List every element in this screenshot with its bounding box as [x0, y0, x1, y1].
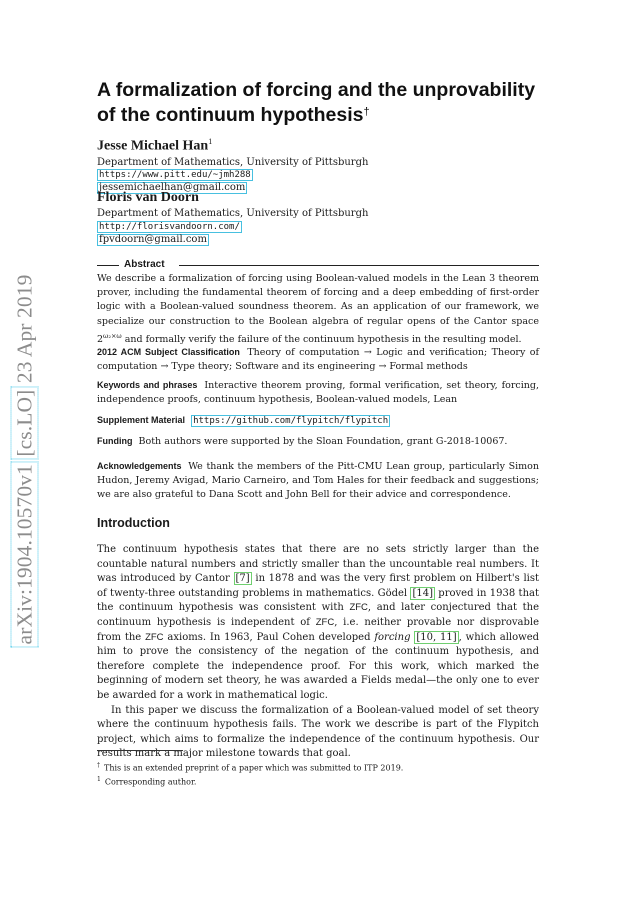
citation-link-14[interactable]: [14]	[412, 587, 433, 599]
arxiv-id-link[interactable]: arXiv:1904.10570v1	[12, 464, 37, 645]
abstract-rule-left	[97, 265, 119, 266]
cantor-space-math: $2^{\omega_2\times\omega}$	[97, 331, 122, 345]
introduction-body	[97, 543, 539, 762]
author-email-link-2[interactable]: fpvdoorn@gmail.com	[99, 233, 207, 245]
arxiv-stamp	[13, 275, 38, 646]
forcing-term: forcing	[374, 631, 411, 643]
intro-paragraph-2: In this paper we discuss the formalization of a Boolean-valued model of set theory where the continuum hypothesis fails. The work we describe is part of the Flypitch project, which aims to formalize the independence of the continuum hypothesis. Our results mark a major milestone towards that goal.	[97, 704, 539, 760]
author-block-2	[97, 190, 557, 246]
arxiv-category-link[interactable]: [cs.LO]	[12, 389, 37, 457]
keywords-text: Interactive theorem proving, formal verification, set theory, forcing, independence proofs, continuum hypothesis, Boolean-valued models, Lean	[97, 380, 539, 406]
supplement-block	[97, 413, 539, 428]
acknowledgements-block	[97, 459, 539, 503]
author-email-link-1[interactable]: jessemichaelhan@gmail.com	[99, 182, 246, 194]
zfc-term: ZFC	[145, 631, 164, 643]
keywords-label: Keywords and phrases	[97, 380, 198, 390]
title-footnote-mark[interactable]: †	[363, 106, 370, 118]
paper-title	[97, 78, 557, 128]
author-affiliation-2: Department of Mathematics, University of Pittsburgh	[97, 208, 369, 219]
footnote-rule	[97, 750, 183, 751]
footnotes	[97, 760, 537, 788]
acm-label: 2012 ACM Subject Classification	[97, 347, 240, 357]
footnote-corresponding: $^1$ Corresponding author.	[97, 776, 197, 787]
zfc-term: ZFC	[349, 602, 368, 614]
author-mark-1: 1	[208, 137, 213, 146]
footnote-dagger: † This is an extended preprint of a paper which was submitted to ITP 2019.	[97, 762, 404, 773]
author-name-1: Jesse Michael Han$^1$	[97, 137, 213, 154]
author-block-1	[97, 134, 557, 195]
abstract-header	[97, 260, 539, 270]
funding-block	[97, 434, 539, 449]
author-name-2: Floris van Doorn	[97, 190, 199, 205]
supplement-label: Supplement Material	[97, 415, 186, 425]
abstract-heading: Abstract	[124, 259, 165, 270]
acm-text: Theory of computation → Logic and verification; Theory of computation → Type theory; Software and its engineering → Formal methods	[97, 347, 539, 373]
paper-title-text: A formalization of forcing and the unprovability of the continuum hypothesis	[97, 79, 536, 126]
citation-link-10-11[interactable]: [10, 11]	[416, 631, 457, 643]
citation-link-7[interactable]: [7]	[235, 573, 250, 585]
arxiv-sidebar	[8, 258, 42, 662]
funding-label: Funding	[97, 436, 133, 446]
abstract-text: We describe a formalization of forcing using Boolean-valued models in the Lean 3 theorem prover, including the fundamental theorem of forcing and a deep embedding of first-order logic with a Boolean-valued soundness theorem. As an application of our framework, we specialize our construction to the Boolean algebra of regular opens of the Cantor space $2^{\omega_2\times\omega}$ and formally verify the failure of the continuum hypothesis in the resulting model.	[97, 273, 539, 345]
arxiv-date: 23 Apr 2019	[12, 274, 37, 384]
funding-text: Both authors were supported by the Sloan Foundation, grant G-2018-10067.	[138, 436, 508, 447]
zfc-term: ZFC	[315, 616, 335, 628]
author-url-link-2[interactable]: http://florisvandoorn.com/	[99, 221, 240, 232]
supplement-url-link[interactable]: https://github.com/flypitch/flypitch	[193, 416, 389, 426]
author-affiliation-1: Department of Mathematics, University of Pittsburgh	[97, 156, 369, 168]
section-heading-introduction: Introduction	[97, 516, 170, 530]
acknowledgements-text: We thank the members of the Pitt-CMU Lean group, particularly Simon Hudon, Jeremy Avigad, Mario Carneiro, and Tom Hales for their feedback and suggestions; we are also grateful to Dana Scott and John Bell for their advice and correspondence.	[97, 461, 539, 501]
intro-paragraph-1: The continuum hypothesis states that there are no sets strictly larger than the countable natural numbers and strictly smaller than the uncountable real numbers. It was introduced by Cantor [7] in 1878 and was the very first problem on Hilbert's list of twenty-three outstanding problems in mathematics. Gödel [14] proved in 1938 that the continuum hypothesis was consistent with ZFC, and later conjectured that the continuum hypothesis is independent of ZFC, i.e. neither provable nor disprovable from the ZFC axioms. In 1963, Paul Cohen developed forcing [10, 11] , which allowed him to prove the consistency of the negation of the continuum hypothesis, and therefore complete the independence proof. For this work, which marked the beginning of modern set theory, he was awarded a Fields medal—the only one to ever be awarded for a work in mathematical logic.	[97, 544, 540, 701]
author-url-link-1[interactable]: https://www.pitt.edu/~jmh288	[99, 170, 251, 181]
keywords-block	[97, 378, 539, 407]
acm-classification	[97, 345, 539, 374]
abstract-rule-right	[179, 265, 539, 266]
acknowledgements-label: Acknowledgements	[97, 461, 182, 471]
